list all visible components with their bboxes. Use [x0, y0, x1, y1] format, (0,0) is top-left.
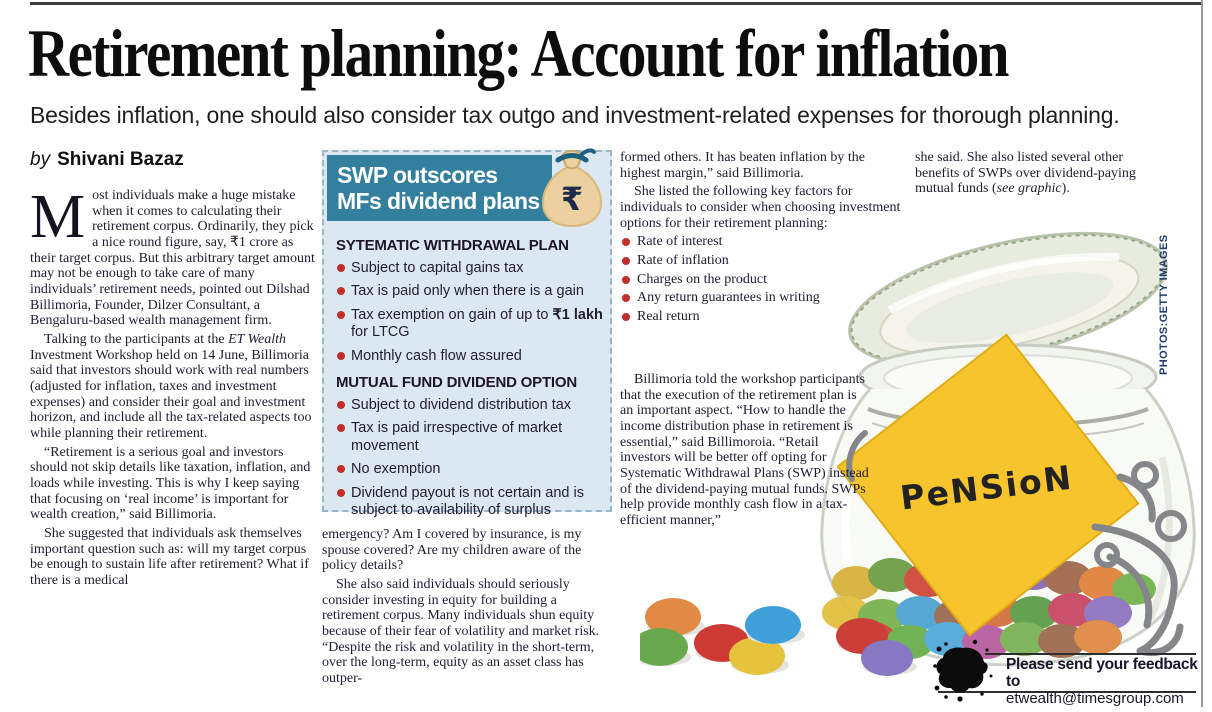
byline-prefix: by	[30, 149, 51, 170]
feedback-block	[1006, 656, 1202, 707]
paragraph: She listed the following key factors for individuals to consider when choosing investment options for their retirement planning:	[620, 184, 901, 231]
page-title: Retirement planning: Account for inflation	[28, 17, 1008, 92]
paragraph	[30, 183, 318, 329]
feedback-rule-top	[985, 653, 1196, 655]
swp-box-title	[327, 155, 552, 221]
paragraph: She suggested that individuals ask themselves important question such as: will my target corpus be enough to sustain life after retirement? What if there is a medical	[30, 526, 309, 589]
swp-section2-heading: MUTUAL FUND DIVIDEND OPTION	[336, 373, 577, 391]
article-column-4	[915, 150, 1167, 200]
list-item: Dividend payout is not certain and is subject to availability of surplus	[336, 485, 604, 520]
list-item: Any return guarantees in writing	[620, 290, 908, 306]
swp-section1-list	[336, 260, 604, 365]
article-column-3-continued	[620, 372, 872, 532]
list-item: Real return	[620, 309, 908, 325]
photo-credit: PHOTOS:GETTY IMAGES	[1158, 234, 1170, 375]
text-segment: Talking to the participants at the	[44, 332, 229, 348]
list-item: Subject to capital gains tax	[336, 260, 604, 277]
text-segment: ost individuals make a huge mistake when it comes to calculating their retirement corpus. Ordinarily, they pick a nice round figure, say, ₹1 crore as their target corpus. But this arbitrary target amount may not be enough to take care of many individuals’ retirement needs, pointed out Dilshad Billimoria, Founder, Dilzer Consultant, a Bengaluru-based wealth management firm.	[30, 188, 315, 329]
byline-author: Shivani Bazaz	[57, 149, 184, 170]
paragraph: “Retirement is a serious goal and investors should not skip details like taxation, inflation, and loads while investing. This is why I keep saying that focusing on ‘real income’ is important for wealth creation,” said Billimoria.	[30, 444, 311, 523]
byline	[30, 149, 184, 171]
list-item: Rate of inflation	[620, 253, 908, 269]
text-segment-italic: ET Wealth	[228, 332, 287, 348]
ink-splat-icon	[930, 636, 996, 702]
swp-title-line1: SWP outscores	[337, 162, 498, 188]
feedback-text: Please send your feedback to	[1006, 656, 1198, 691]
list-item: Subject to dividend distribution tax	[336, 397, 604, 414]
subheadline: Besides inflation, one should also consider tax outgo and investment-related expenses for thorough planning.	[30, 102, 1120, 128]
list-item: Tax is paid only when there is a gain	[336, 283, 604, 300]
list-item: Rate of interest	[620, 234, 908, 250]
sticky-note-text: PeNSioN	[898, 457, 1076, 518]
article-column-2	[322, 527, 614, 690]
swp-title-line2: MFs dividend plans	[337, 187, 540, 214]
swp-section2-list	[336, 397, 604, 519]
paragraph: emergency? Am I covered by insurance, is my spouse covered? Are my children aware of the policy details?	[322, 527, 582, 574]
paragraph: She also said individuals should seriously consider investing in equity for building a retirement corpus. Many individuals shun equity because of their fear of volatility and market risk. “Despite the risk and volatility in the short-term, over the long-term, equity as an asset class has outper-	[322, 577, 600, 687]
article-column-3	[620, 150, 908, 328]
dropcap: M	[30, 183, 86, 251]
list-item: Monthly cash flow assured	[336, 348, 604, 365]
text-segment: for LTCG	[351, 324, 410, 341]
swp-box-body	[336, 228, 604, 525]
article-column-1	[30, 183, 318, 592]
key-factors-list	[620, 234, 908, 324]
top-rule	[30, 2, 1202, 5]
text-segment-italic: see graphic	[996, 181, 1062, 197]
swp-section1-heading: SYTEMATIC WITHDRAWAL PLAN	[336, 237, 569, 254]
paragraph: formed others. It has beaten inflation by the highest margin,” said Billimoria.	[620, 150, 865, 181]
list-item: No exemption	[336, 461, 604, 478]
list-item: Tax is paid irrespective of market movement	[336, 420, 604, 455]
text-segment: Tax exemption on gain of up to	[351, 306, 553, 323]
text-segment: ).	[1061, 181, 1070, 197]
text-segment: she said. She also listed several other benefits of SWPs over dividend-paying mutual funds (	[915, 150, 1136, 197]
list-item: Charges on the product	[620, 272, 908, 288]
list-item	[336, 307, 604, 342]
money-bag-icon	[534, 144, 610, 230]
text-segment-bold: ₹1 lakh	[552, 306, 603, 323]
rupee-symbol: ₹	[560, 180, 584, 218]
text-segment: Investment Workshop held on 14 June, Billimoria said that investors should work with real numbers (adjusted for inflation, taxes and investment expenses) and consider their goal and investment horizon, and include all the tax-related aspects too while planning their retirement.	[30, 347, 312, 442]
paragraph: Billimoria told the workshop participants that the execution of the retirement plan is an important aspect. “How to handle the income distribution phase in retirement is essential,” said Billimoroia. “Retail investors will be better off opting for Systematic Withdrawal Plans (SWP) instead of the dividend-paying mutual funds. SWPs help provide monthly cash flow in a tax-efficient manner,”	[620, 372, 869, 529]
paragraph	[915, 150, 1167, 197]
paragraph	[30, 332, 318, 442]
feedback-email[interactable]: etwealth@timesgroup.com	[1006, 690, 1184, 708]
swp-infographic-box	[322, 150, 612, 518]
